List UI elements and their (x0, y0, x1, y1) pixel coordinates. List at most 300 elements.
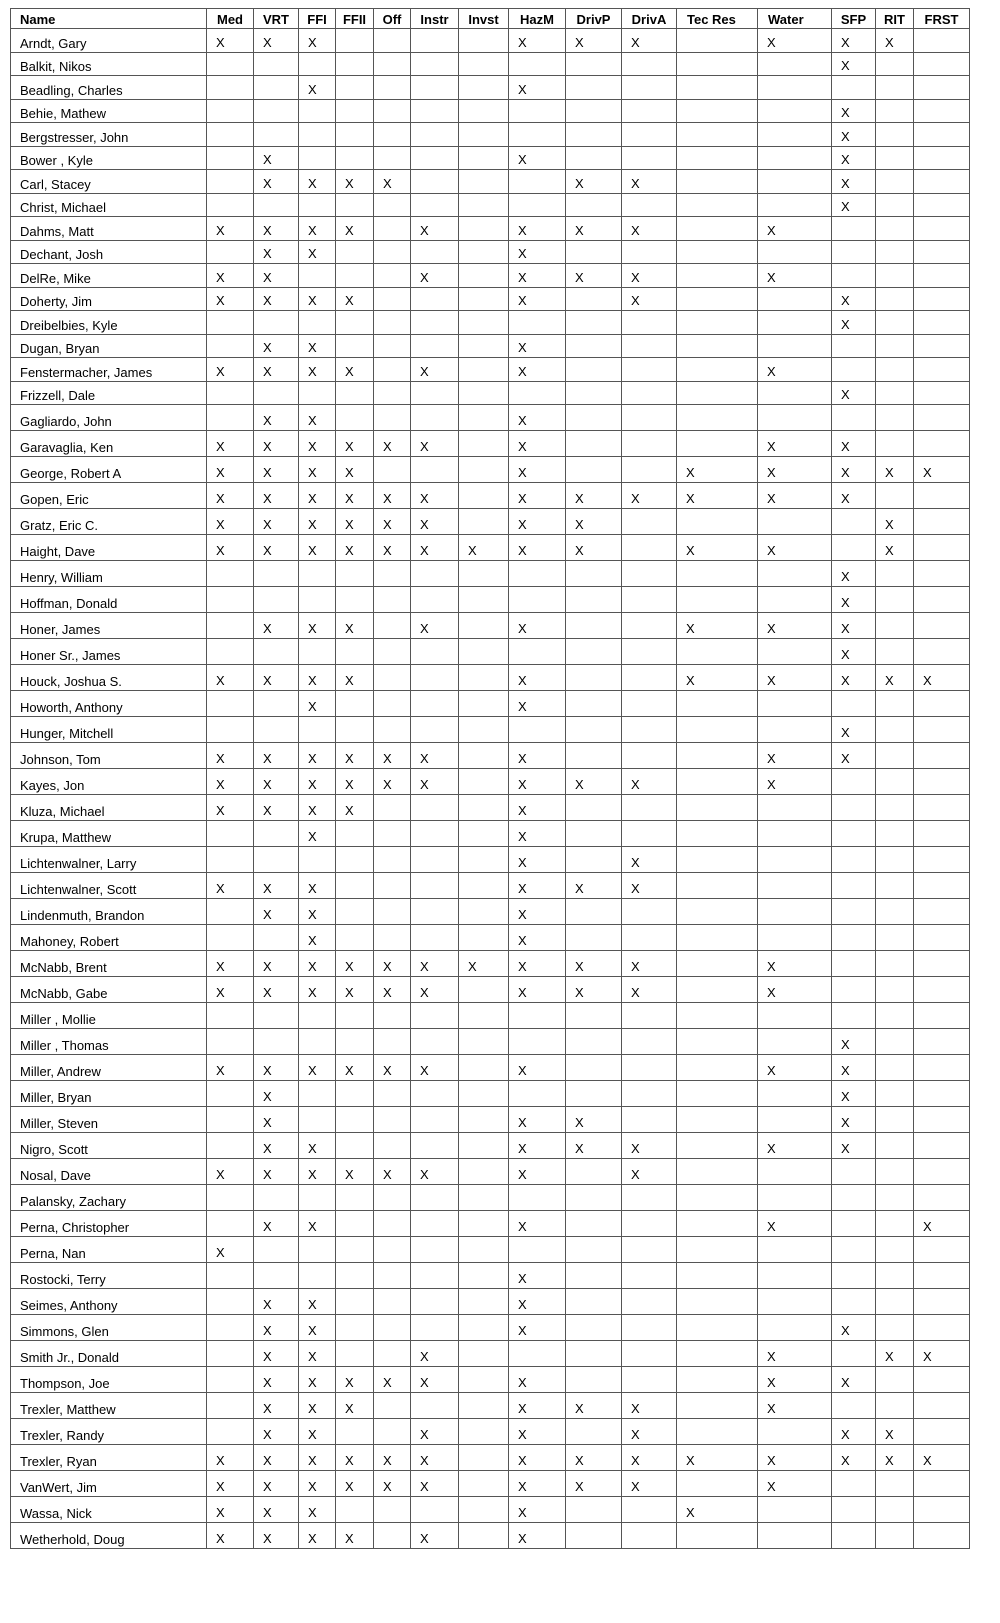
check-mark: X (767, 270, 776, 285)
cell-rit (876, 509, 914, 535)
check-mark: X (216, 364, 225, 379)
cell-med (207, 1419, 254, 1445)
cell-sfp (832, 639, 876, 665)
cell-off (374, 1029, 411, 1055)
cell-off (374, 358, 411, 382)
check-mark: X (575, 176, 584, 191)
table-row (11, 123, 970, 147)
cell-instr (411, 743, 459, 769)
check-mark: X (686, 465, 695, 480)
check-mark: X (841, 647, 850, 662)
cell-instr (411, 847, 459, 873)
check-mark: X (631, 223, 640, 238)
check-mark: X (345, 491, 354, 506)
cell-driva (622, 457, 677, 483)
cell-off (374, 1367, 411, 1393)
cell-instr (411, 241, 459, 264)
cell-ffi (299, 1445, 336, 1471)
cell-instr (411, 821, 459, 847)
check-mark: X (518, 1271, 527, 1286)
cell-invst (459, 431, 509, 457)
check-mark: X (518, 413, 527, 428)
check-mark: X (263, 152, 272, 167)
member-name: McNabb, Brent (11, 951, 207, 977)
check-mark: X (308, 751, 317, 766)
cell-driva (622, 1367, 677, 1393)
check-mark: X (345, 223, 354, 238)
cell-vrt (254, 311, 299, 335)
check-mark: X (263, 959, 272, 974)
cell-tec-res (677, 1497, 758, 1523)
member-name: VanWert, Jim (11, 1471, 207, 1497)
cell-ffi (299, 899, 336, 925)
cell-sfp (832, 147, 876, 170)
cell-off (374, 483, 411, 509)
cell-ffi (299, 100, 336, 123)
check-mark: X (767, 465, 776, 480)
cell-drivp (566, 691, 622, 717)
cell-invst (459, 1159, 509, 1185)
cell-frst (914, 535, 970, 561)
check-mark: X (383, 491, 392, 506)
check-mark: X (420, 985, 429, 1000)
cell-invst (459, 587, 509, 613)
check-mark: X (420, 1167, 429, 1182)
check-mark: X (383, 1167, 392, 1182)
cell-frst (914, 1263, 970, 1289)
cell-ffi (299, 951, 336, 977)
table-row (11, 1341, 970, 1367)
cell-water (758, 951, 832, 977)
cell-ffi (299, 1185, 336, 1211)
cell-ffi (299, 1081, 336, 1107)
cell-rit (876, 123, 914, 147)
cell-vrt (254, 76, 299, 100)
check-mark: X (263, 1089, 272, 1104)
table-row (11, 288, 970, 311)
cell-drivp (566, 561, 622, 587)
check-mark: X (420, 1427, 429, 1442)
check-mark: X (216, 881, 225, 896)
cell-ffi (299, 431, 336, 457)
cell-drivp (566, 170, 622, 194)
cell-ffi (299, 561, 336, 587)
cell-vrt (254, 1133, 299, 1159)
check-mark: X (216, 803, 225, 818)
table-row (11, 1419, 970, 1445)
check-mark: X (345, 293, 354, 308)
member-name: Bower , Kyle (11, 147, 207, 170)
cell-instr (411, 691, 459, 717)
cell-off (374, 1055, 411, 1081)
cell-driva (622, 1341, 677, 1367)
cell-vrt (254, 1523, 299, 1549)
cell-water (758, 1497, 832, 1523)
cell-ffii (336, 358, 374, 382)
cell-frst (914, 1393, 970, 1419)
cell-ffi (299, 1107, 336, 1133)
cell-rit (876, 925, 914, 951)
check-mark: X (216, 35, 225, 50)
cell-invst (459, 194, 509, 217)
check-mark: X (263, 340, 272, 355)
check-mark: X (885, 543, 894, 558)
check-mark: X (885, 465, 894, 480)
cell-hazm (509, 288, 566, 311)
table-row (11, 264, 970, 288)
check-mark: X (841, 569, 850, 584)
cell-instr (411, 1003, 459, 1029)
cell-rit (876, 1003, 914, 1029)
cell-tec-res (677, 509, 758, 535)
cell-drivp (566, 1029, 622, 1055)
cell-invst (459, 821, 509, 847)
cell-vrt (254, 1237, 299, 1263)
cell-off (374, 691, 411, 717)
cell-ffii (336, 561, 374, 587)
cell-water (758, 1315, 832, 1341)
cell-frst (914, 1315, 970, 1341)
check-mark: X (518, 1167, 527, 1182)
cell-med (207, 795, 254, 821)
cell-frst (914, 335, 970, 358)
cell-off (374, 1133, 411, 1159)
table-row (11, 1471, 970, 1497)
cell-ffi (299, 665, 336, 691)
cell-ffi (299, 873, 336, 899)
cell-invst (459, 951, 509, 977)
cell-driva (622, 241, 677, 264)
cell-sfp (832, 53, 876, 76)
cell-med (207, 639, 254, 665)
check-mark: X (308, 1505, 317, 1520)
cell-vrt (254, 1211, 299, 1237)
cell-tec-res (677, 1289, 758, 1315)
cell-sfp (832, 925, 876, 951)
check-mark: X (263, 1505, 272, 1520)
cell-tec-res (677, 241, 758, 264)
cell-invst (459, 241, 509, 264)
cell-ffii (336, 483, 374, 509)
cell-tec-res (677, 147, 758, 170)
cell-invst (459, 1471, 509, 1497)
check-mark: X (631, 1167, 640, 1182)
cell-water (758, 1159, 832, 1185)
check-mark: X (518, 439, 527, 454)
cell-ffi (299, 691, 336, 717)
cell-frst (914, 925, 970, 951)
cell-drivp (566, 873, 622, 899)
cell-vrt (254, 1159, 299, 1185)
cell-instr (411, 1367, 459, 1393)
cell-hazm (509, 509, 566, 535)
cell-driva (622, 1003, 677, 1029)
cell-off (374, 1315, 411, 1341)
cell-ffi (299, 509, 336, 535)
table-row (11, 1497, 970, 1523)
check-mark: X (575, 223, 584, 238)
member-name: Trexler, Ryan (11, 1445, 207, 1471)
cell-vrt (254, 100, 299, 123)
cell-tec-res (677, 1003, 758, 1029)
cell-vrt (254, 358, 299, 382)
cell-tec-res (677, 1263, 758, 1289)
cell-frst (914, 76, 970, 100)
cell-instr (411, 1341, 459, 1367)
cell-med (207, 1055, 254, 1081)
cell-frst (914, 288, 970, 311)
cell-drivp (566, 1393, 622, 1419)
column-header-off: Off (374, 9, 411, 29)
check-mark: X (263, 621, 272, 636)
cell-frst (914, 717, 970, 743)
check-mark: X (631, 881, 640, 896)
table-row (11, 1315, 970, 1341)
check-mark: X (263, 1531, 272, 1546)
cell-instr (411, 899, 459, 925)
cell-hazm (509, 1133, 566, 1159)
cell-ffi (299, 217, 336, 241)
check-mark: X (308, 517, 317, 532)
check-mark: X (345, 364, 354, 379)
check-mark: X (263, 881, 272, 896)
cell-off (374, 1159, 411, 1185)
check-mark: X (575, 985, 584, 1000)
member-name: Miller , Mollie (11, 1003, 207, 1029)
cell-water (758, 1029, 832, 1055)
cell-invst (459, 1341, 509, 1367)
check-mark: X (308, 223, 317, 238)
member-name: Lindenmuth, Brandon (11, 899, 207, 925)
cell-ffi (299, 717, 336, 743)
check-mark: X (518, 1479, 527, 1494)
cell-instr (411, 123, 459, 147)
cell-invst (459, 1003, 509, 1029)
cell-vrt (254, 264, 299, 288)
cell-water (758, 170, 832, 194)
cell-frst (914, 769, 970, 795)
cell-ffi (299, 29, 336, 53)
cell-med (207, 457, 254, 483)
cell-water (758, 1523, 832, 1549)
cell-ffii (336, 382, 374, 405)
table-row (11, 1081, 970, 1107)
cell-instr (411, 431, 459, 457)
cell-ffi (299, 535, 336, 561)
cell-frst (914, 1133, 970, 1159)
cell-water (758, 53, 832, 76)
cell-sfp (832, 847, 876, 873)
cell-sfp (832, 665, 876, 691)
cell-hazm (509, 1263, 566, 1289)
table-row (11, 1211, 970, 1237)
cell-ffii (336, 899, 374, 925)
cell-off (374, 405, 411, 431)
cell-ffii (336, 100, 374, 123)
check-mark: X (767, 1219, 776, 1234)
cell-instr (411, 509, 459, 535)
cell-drivp (566, 535, 622, 561)
check-mark: X (631, 270, 640, 285)
check-mark: X (841, 1323, 850, 1338)
cell-water (758, 873, 832, 899)
cell-invst (459, 665, 509, 691)
cell-hazm (509, 170, 566, 194)
check-mark: X (263, 246, 272, 261)
cell-vrt (254, 1497, 299, 1523)
cell-invst (459, 217, 509, 241)
cell-driva (622, 358, 677, 382)
cell-off (374, 613, 411, 639)
cell-rit (876, 1341, 914, 1367)
table-row (11, 217, 970, 241)
cell-frst (914, 1029, 970, 1055)
table-row (11, 431, 970, 457)
check-mark: X (518, 985, 527, 1000)
cell-rit (876, 405, 914, 431)
check-mark: X (420, 270, 429, 285)
check-mark: X (518, 907, 527, 922)
cell-frst (914, 1419, 970, 1445)
cell-rit (876, 1237, 914, 1263)
cell-sfp (832, 1497, 876, 1523)
cell-sfp (832, 587, 876, 613)
check-mark: X (263, 803, 272, 818)
cell-ffii (336, 925, 374, 951)
cell-instr (411, 1107, 459, 1133)
cell-instr (411, 311, 459, 335)
cell-tec-res (677, 873, 758, 899)
cell-vrt (254, 691, 299, 717)
check-mark: X (518, 1219, 527, 1234)
check-mark: X (420, 543, 429, 558)
cell-rit (876, 311, 914, 335)
cell-rit (876, 147, 914, 170)
check-mark: X (345, 517, 354, 532)
cell-invst (459, 691, 509, 717)
cell-instr (411, 1237, 459, 1263)
cell-rit (876, 1471, 914, 1497)
check-mark: X (468, 543, 477, 558)
cell-driva (622, 288, 677, 311)
check-mark: X (263, 176, 272, 191)
cell-sfp (832, 100, 876, 123)
cell-driva (622, 821, 677, 847)
check-mark: X (841, 751, 850, 766)
column-header-water: Water (758, 9, 832, 29)
check-mark: X (767, 1063, 776, 1078)
cell-water (758, 977, 832, 1003)
cell-tec-res (677, 717, 758, 743)
table-row (11, 1289, 970, 1315)
cell-off (374, 194, 411, 217)
cell-med (207, 123, 254, 147)
cell-frst (914, 639, 970, 665)
cell-hazm (509, 1471, 566, 1497)
cell-invst (459, 925, 509, 951)
check-mark: X (841, 129, 850, 144)
cell-med (207, 691, 254, 717)
cell-med (207, 665, 254, 691)
cell-tec-res (677, 100, 758, 123)
check-mark: X (308, 985, 317, 1000)
cell-tec-res (677, 743, 758, 769)
check-mark: X (383, 751, 392, 766)
check-mark: X (767, 621, 776, 636)
check-mark: X (575, 959, 584, 974)
cell-water (758, 717, 832, 743)
cell-ffii (336, 1263, 374, 1289)
cell-hazm (509, 123, 566, 147)
cell-driva (622, 977, 677, 1003)
table-row (11, 1263, 970, 1289)
check-mark: X (345, 176, 354, 191)
check-mark: X (518, 35, 527, 50)
check-mark: X (885, 673, 894, 688)
member-name: Gratz, Eric C. (11, 509, 207, 535)
cell-water (758, 457, 832, 483)
cell-hazm (509, 743, 566, 769)
cell-ffi (299, 241, 336, 264)
cell-sfp (832, 899, 876, 925)
cell-off (374, 1237, 411, 1263)
member-name: Haight, Dave (11, 535, 207, 561)
member-name: Perna, Nan (11, 1237, 207, 1263)
cell-tec-res (677, 1185, 758, 1211)
cell-ffi (299, 194, 336, 217)
cell-ffii (336, 1055, 374, 1081)
cell-tec-res (677, 899, 758, 925)
check-mark: X (308, 439, 317, 454)
cell-sfp (832, 1159, 876, 1185)
cell-drivp (566, 457, 622, 483)
cell-vrt (254, 535, 299, 561)
cell-instr (411, 170, 459, 194)
cell-hazm (509, 100, 566, 123)
cell-drivp (566, 1367, 622, 1393)
check-mark: X (841, 465, 850, 480)
cell-med (207, 405, 254, 431)
check-mark: X (518, 751, 527, 766)
check-mark: X (263, 543, 272, 558)
cell-ffii (336, 977, 374, 1003)
cell-instr (411, 1315, 459, 1341)
cell-rit (876, 431, 914, 457)
cell-hazm (509, 717, 566, 743)
cell-frst (914, 691, 970, 717)
cell-invst (459, 743, 509, 769)
check-mark: X (383, 985, 392, 1000)
cell-invst (459, 1367, 509, 1393)
check-mark: X (345, 1479, 354, 1494)
cell-vrt (254, 123, 299, 147)
check-mark: X (841, 725, 850, 740)
cell-frst (914, 743, 970, 769)
check-mark: X (420, 959, 429, 974)
check-mark: X (631, 1141, 640, 1156)
cell-invst (459, 53, 509, 76)
check-mark: X (263, 270, 272, 285)
check-mark: X (345, 959, 354, 974)
cell-tec-res (677, 1419, 758, 1445)
cell-vrt (254, 382, 299, 405)
cell-hazm (509, 382, 566, 405)
cell-driva (622, 431, 677, 457)
cell-rit (876, 264, 914, 288)
check-mark: X (383, 517, 392, 532)
cell-instr (411, 1263, 459, 1289)
cell-rit (876, 1263, 914, 1289)
